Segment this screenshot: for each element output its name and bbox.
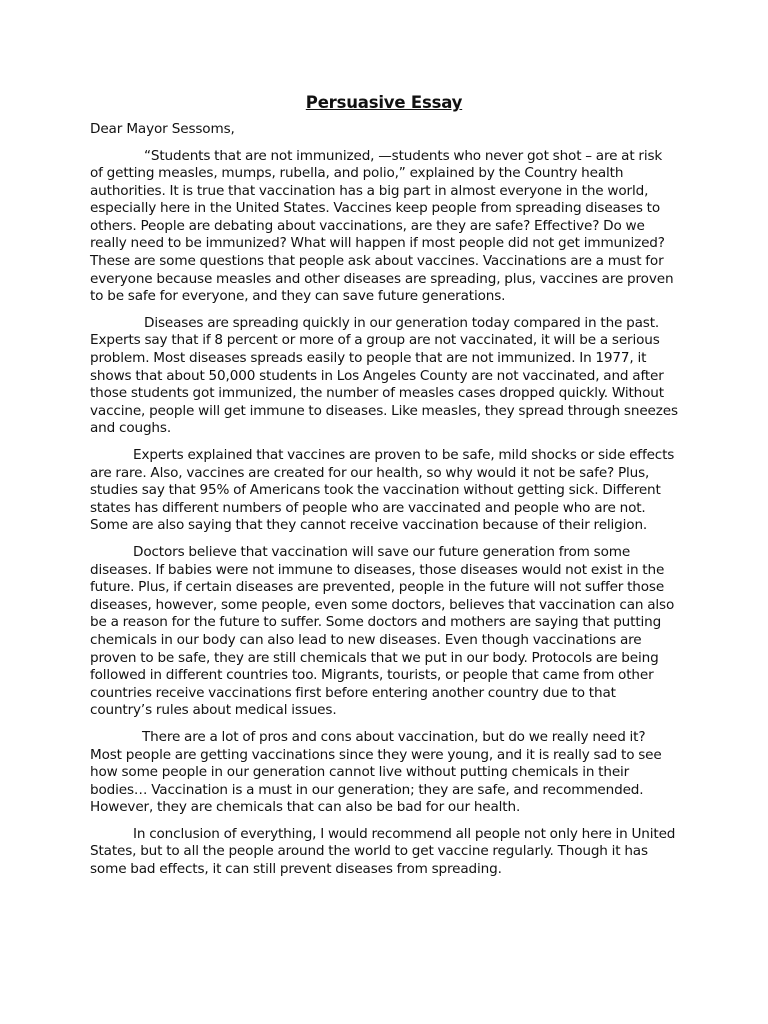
paragraph-vaccines-safe: Experts explained that vaccines are proven to be safe, mild shocks or side effects are rare. Also, vaccines are created for our health, so why would it not be safe? Plus, studies say that 95% of Americans took the vaccination without getting sick. Different states has different numbers of people who are vaccinated and people who are not. Some are also saying that they cannot receive vaccination because of their religion.	[90, 447, 675, 534]
paragraph-intro: “Students that are not immunized, —students who never got shot – are at risk of getting measles, mumps, rubella, and polio,” explained by the Country health authorities. It is true that vaccination has a big part in almost everyone in the world, especially here in the United States. Vaccines keep people from spreading diseases to others. People are debating about vaccinations, are they are safe? Effective? Do we really need to be immunized? What will happen if most people did not get immunized? These are some questions that people ask about vaccines. Vaccinations are a must for everyone because measles and other diseases are spreading, plus, vaccines are proven to be safe for everyone, and they can save future generations.	[90, 147, 674, 305]
paragraph-diseases-spreading: Diseases are spreading quickly in our generation today compared in the past. Experts say that if 8 percent or more of a group are not vaccinated, it will be a serious problem. Most diseases spreads easily to people that are not immunized. In 1977, it shows that about 50,000 students in Los Angeles County are not vaccinated, and after those students got immunized, the number of measles cases dropped quickly. Without vaccine, people will get immune to diseases. Like measles, they spread through sneezes and coughs.	[90, 314, 678, 437]
paragraph-future-generation: Doctors believe that vaccination will save our future generation from some diseases. If babies were not immune to diseases, those diseases would not exist in the future. Plus, if certain diseases are prevented, people in the future will not suffer those diseases, however, some people, even some doctors, believes that vaccination can also be a reason for the future to suffer. Some doctors and mothers are saying that putting chemicals in our body can also lead to new diseases. Even though vaccinations are proven to be safe, they are still chemicals that we put in our body. Protocols are being followed in different countries too. Migrants, tourists, or people that came from other countries receive vaccinations first before entering another country due to that country’s rules about medical issues.	[90, 543, 675, 719]
paragraph-pros-and-cons: There are a lot of pros and cons about vaccination, but do we really need it? Most people are getting vaccinations since they were young, and it is really sad to see how some people in our generation cannot live without putting chemicals in their bodies… Vaccination is a must in our generation; they are safe, and recommended. However, they are chemicals that can also be bad for our health.	[90, 728, 662, 816]
paragraph-conclusion: In conclusion of everything, I would recommend all people not only here in United States, but to all the people around the world to get vaccine regularly. Though it has some bad effects, it can still prevent diseases from spreading.	[90, 825, 676, 878]
salutation: Dear Mayor Sessoms,	[90, 121, 235, 137]
document-page	[90, 93, 678, 888]
page-title: Persuasive Essay	[305, 93, 463, 112]
